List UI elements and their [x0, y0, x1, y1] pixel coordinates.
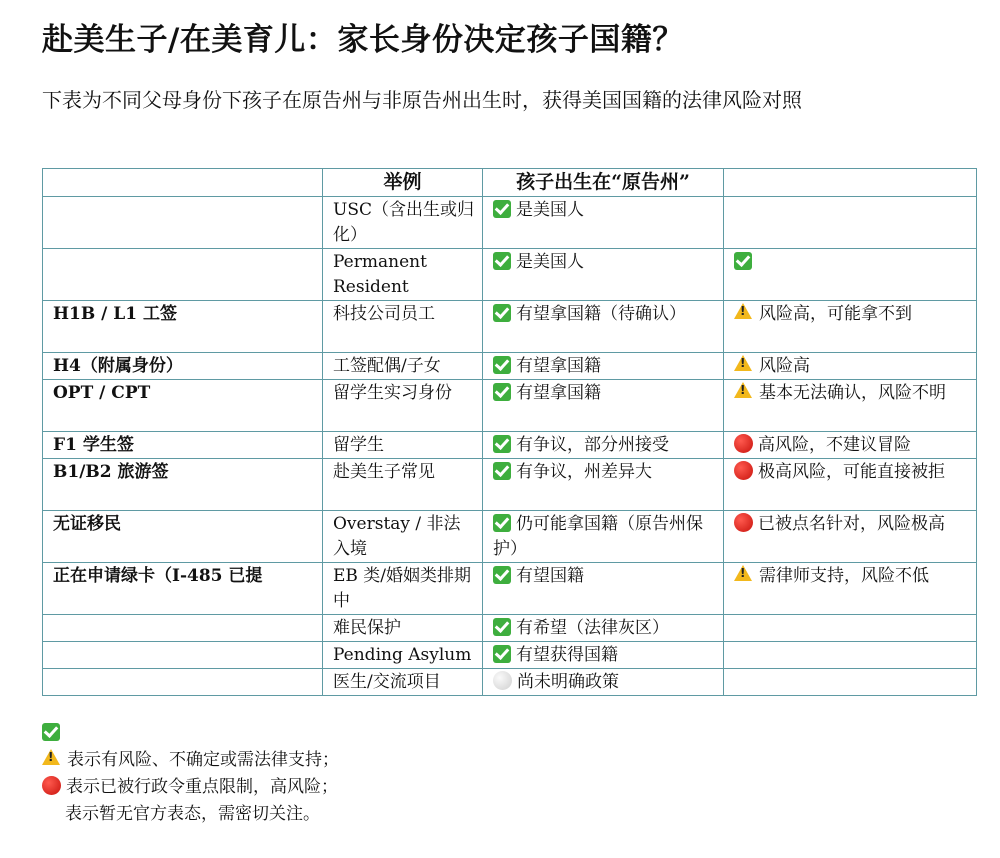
- row-other-state-status: [724, 511, 977, 563]
- page-subtitle: 下表为不同父母身份下孩子在原告州与非原告州出生时，获得美国国籍的法律风险对照: [42, 88, 802, 112]
- check-icon: [493, 356, 511, 374]
- row-example: 留学生实习身份: [323, 380, 483, 432]
- status-text: 有希望（法律灰区）: [516, 618, 669, 638]
- check-icon: [493, 435, 511, 453]
- warning-icon: [42, 749, 60, 765]
- header-category: [43, 169, 323, 197]
- legend-text: 表示暂无官方表态，需密切关注。: [65, 804, 320, 824]
- warning-icon: [734, 303, 752, 319]
- citizenship-risk-table: [42, 168, 977, 696]
- red-circle-icon: [734, 461, 753, 480]
- row-other-state-status: [724, 197, 977, 249]
- check-icon: [493, 618, 511, 636]
- row-category: H1B / L1 工签: [43, 301, 323, 353]
- status-text: 仍可能拿国籍（原告州保护）: [493, 514, 703, 559]
- row-category: [43, 197, 323, 249]
- table-row: [43, 432, 977, 459]
- header-plaintiff-state: 孩子出生在“原告州”: [483, 169, 724, 197]
- row-plaintiff-state-status: [483, 197, 724, 249]
- row-example: 工签配偶/子女: [323, 353, 483, 380]
- table-row: [43, 511, 977, 563]
- row-plaintiff-state-status: [483, 353, 724, 380]
- row-plaintiff-state-status: [483, 301, 724, 353]
- status-text: 基本无法确认，风险不明: [759, 383, 946, 403]
- table-row: [43, 353, 977, 380]
- row-example: Pending Asylum: [323, 642, 483, 669]
- row-example: 赴美生子常见: [323, 459, 483, 511]
- check-icon: [42, 723, 60, 741]
- row-plaintiff-state-status: [483, 669, 724, 696]
- row-example: 医生/交流项目: [323, 669, 483, 696]
- row-other-state-status: [724, 353, 977, 380]
- status-text: 有望获得国籍: [516, 645, 618, 665]
- table-row: [43, 615, 977, 642]
- status-text: 风险高，可能拿不到: [759, 304, 912, 324]
- table-row: [43, 301, 977, 353]
- row-other-state-status: [724, 301, 977, 353]
- row-example: Permanent Resident: [323, 249, 483, 301]
- row-category: H4（附属身份）: [43, 353, 323, 380]
- status-text: 是美国人: [516, 200, 584, 220]
- status-text: 有争议，州差异大: [516, 462, 652, 482]
- legend-item: [42, 774, 339, 801]
- status-text: 尚未明确政策: [517, 672, 619, 692]
- row-plaintiff-state-status: [483, 642, 724, 669]
- check-icon: [493, 514, 511, 532]
- row-category: F1 学生签: [43, 432, 323, 459]
- status-text: 是美国人: [516, 252, 584, 272]
- legend: [42, 720, 339, 828]
- red-circle-icon: [734, 513, 753, 532]
- table-row: [43, 249, 977, 301]
- row-plaintiff-state-status: [483, 615, 724, 642]
- row-other-state-status: [724, 563, 977, 615]
- check-icon: [493, 383, 511, 401]
- status-text: 有望拿国籍: [516, 356, 601, 376]
- row-plaintiff-state-status: [483, 459, 724, 511]
- header-example: 举例: [323, 169, 483, 197]
- warning-icon: [734, 565, 752, 581]
- legend-text: 表示已被行政令重点限制，高风险；: [66, 777, 338, 797]
- status-text: 有望拿国籍: [516, 383, 601, 403]
- row-category: B1/B2 旅游签: [43, 459, 323, 511]
- row-other-state-status: [724, 432, 977, 459]
- check-icon: [734, 252, 752, 270]
- check-icon: [493, 645, 511, 663]
- row-example: 科技公司员工: [323, 301, 483, 353]
- row-plaintiff-state-status: [483, 249, 724, 301]
- check-icon: [493, 200, 511, 218]
- row-other-state-status: [724, 615, 977, 642]
- status-text: 极高风险，可能直接被拒: [758, 462, 945, 482]
- check-icon: [493, 566, 511, 584]
- row-plaintiff-state-status: [483, 380, 724, 432]
- status-text: 有争议，部分州接受: [516, 435, 669, 455]
- row-category: [43, 669, 323, 696]
- red-circle-icon: [734, 434, 753, 453]
- table-row: [43, 459, 977, 511]
- status-text: 有望拿国籍（待确认）: [516, 304, 686, 324]
- row-plaintiff-state-status: [483, 511, 724, 563]
- row-category: 无证移民: [43, 511, 323, 563]
- row-plaintiff-state-status: [483, 432, 724, 459]
- row-category: OPT / CPT: [43, 380, 323, 432]
- row-other-state-status: [724, 669, 977, 696]
- check-icon: [493, 252, 511, 270]
- table-header-row: [43, 169, 977, 197]
- row-category: [43, 249, 323, 301]
- red-circle-icon: [42, 776, 61, 795]
- status-text: 风险高: [759, 356, 810, 376]
- grey-circle-icon: [493, 671, 512, 690]
- row-example: EB 类/婚姻类排期中: [323, 563, 483, 615]
- legend-item: [42, 747, 339, 774]
- header-other-state: [724, 169, 977, 197]
- row-example: Overstay / 非法入境: [323, 511, 483, 563]
- status-text: 需律师支持，风险不低: [759, 566, 929, 586]
- legend-item: [42, 720, 339, 747]
- status-text: 有望国籍: [516, 566, 584, 586]
- row-example: 留学生: [323, 432, 483, 459]
- table-row: [43, 380, 977, 432]
- row-example: 难民保护: [323, 615, 483, 642]
- row-other-state-status: [724, 459, 977, 511]
- row-category: [43, 615, 323, 642]
- warning-icon: [734, 355, 752, 371]
- row-plaintiff-state-status: [483, 563, 724, 615]
- row-other-state-status: [724, 380, 977, 432]
- check-icon: [493, 304, 511, 322]
- status-text: 已被点名针对，风险极高: [758, 514, 945, 534]
- page-title: 赴美生子/在美育儿：家长身份决定孩子国籍？: [42, 22, 684, 58]
- table-row: [43, 197, 977, 249]
- check-icon: [493, 462, 511, 480]
- row-other-state-status: [724, 249, 977, 301]
- warning-icon: [734, 382, 752, 398]
- table-row: [43, 642, 977, 669]
- row-category: [43, 642, 323, 669]
- row-other-state-status: [724, 642, 977, 669]
- table-row: [43, 669, 977, 696]
- legend-item: [42, 801, 339, 828]
- table-row: [43, 563, 977, 615]
- row-category: 正在申请绿卡（I-485 已提: [43, 563, 323, 615]
- legend-text: 表示有风险、不确定或需法律支持；: [67, 750, 339, 770]
- row-example: USC（含出生或归化）: [323, 197, 483, 249]
- status-text: 高风险，不建议冒险: [758, 435, 911, 455]
